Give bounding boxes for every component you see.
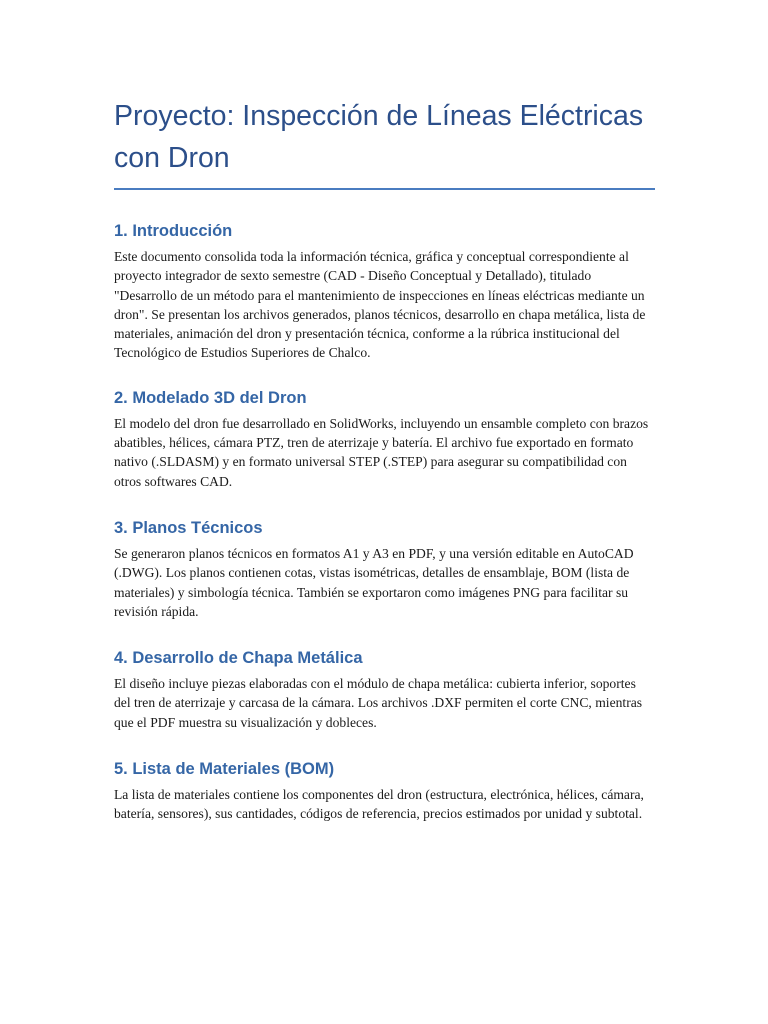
section-introduccion — [114, 220, 655, 363]
section-lista-materiales — [114, 758, 655, 824]
document-content — [114, 95, 655, 824]
section-body: La lista de materiales contiene los componentes del dron (estructura, electrónica, hélices, cámara, batería, sensores), sus cantidades, códigos de referencia, precios estimados por unidad y subtotal. — [114, 787, 644, 822]
title-divider — [114, 188, 655, 190]
section-body: Se generaron planos técnicos en formatos A1 y A3 en PDF, y una versión editable en AutoCAD (.DWG). Los planos contienen cotas, vistas isométricas, detalles de ensamblaje, BOM (lista de materiales) y simbología técnica. También se exportaron como imágenes PNG para facilitar su revisión rápida. — [114, 545, 634, 619]
section-planos-tecnicos — [114, 517, 655, 621]
section-heading: 3. Planos Técnicos — [114, 518, 263, 537]
section-heading: 4. Desarrollo de Chapa Metálica — [114, 649, 363, 668]
document-title: Proyecto: Inspección de Líneas Eléctricas con Dron — [114, 100, 644, 174]
section-body: El diseño incluye piezas elaboradas con el módulo de chapa metálica: cubierta inferior, soportes del tren de aterrizaje y carcasa de la cámara. Los archivos .DXF permiten el corte CNC, mientras que el PDF muestra su visualización y dobleces. — [114, 676, 643, 730]
section-body: El modelo del dron fue desarrollado en SolidWorks, incluyendo un ensamble completo con brazos abatibles, hélices, cámara PTZ, tren de aterrizaje y batería. El archivo fue exportado en formato nativo (.SLDASM) y en formato universal STEP (.STEP) para asegurar su compatibilidad con otros softwares CAD. — [114, 415, 649, 489]
section-heading: 1. Introducción — [114, 222, 233, 240]
section-chapa-metalica — [114, 647, 655, 732]
section-heading: 5. Lista de Materiales (BOM) — [114, 760, 335, 779]
section-body: Este documento consolida toda la información técnica, gráfica y conceptual correspondiente al proyecto integrador de sexto semestre (CAD - Diseño Conceptual y Detallado), titulado "Desarrollo de un método para el mantenimiento de inspecciones en líneas eléctricas mediante un dron". Se presentan los archivos generados, planos técnicos, desarrollo en chapa metálica, lista de materiales, animación del dron y presentación técnica, conforme a la rúbrica institucional del Tecnológico de Estudios Superiores de Chalco. — [114, 249, 646, 361]
section-heading: 2. Modelado 3D del Dron — [114, 388, 307, 407]
section-modelado-3d — [114, 387, 655, 491]
